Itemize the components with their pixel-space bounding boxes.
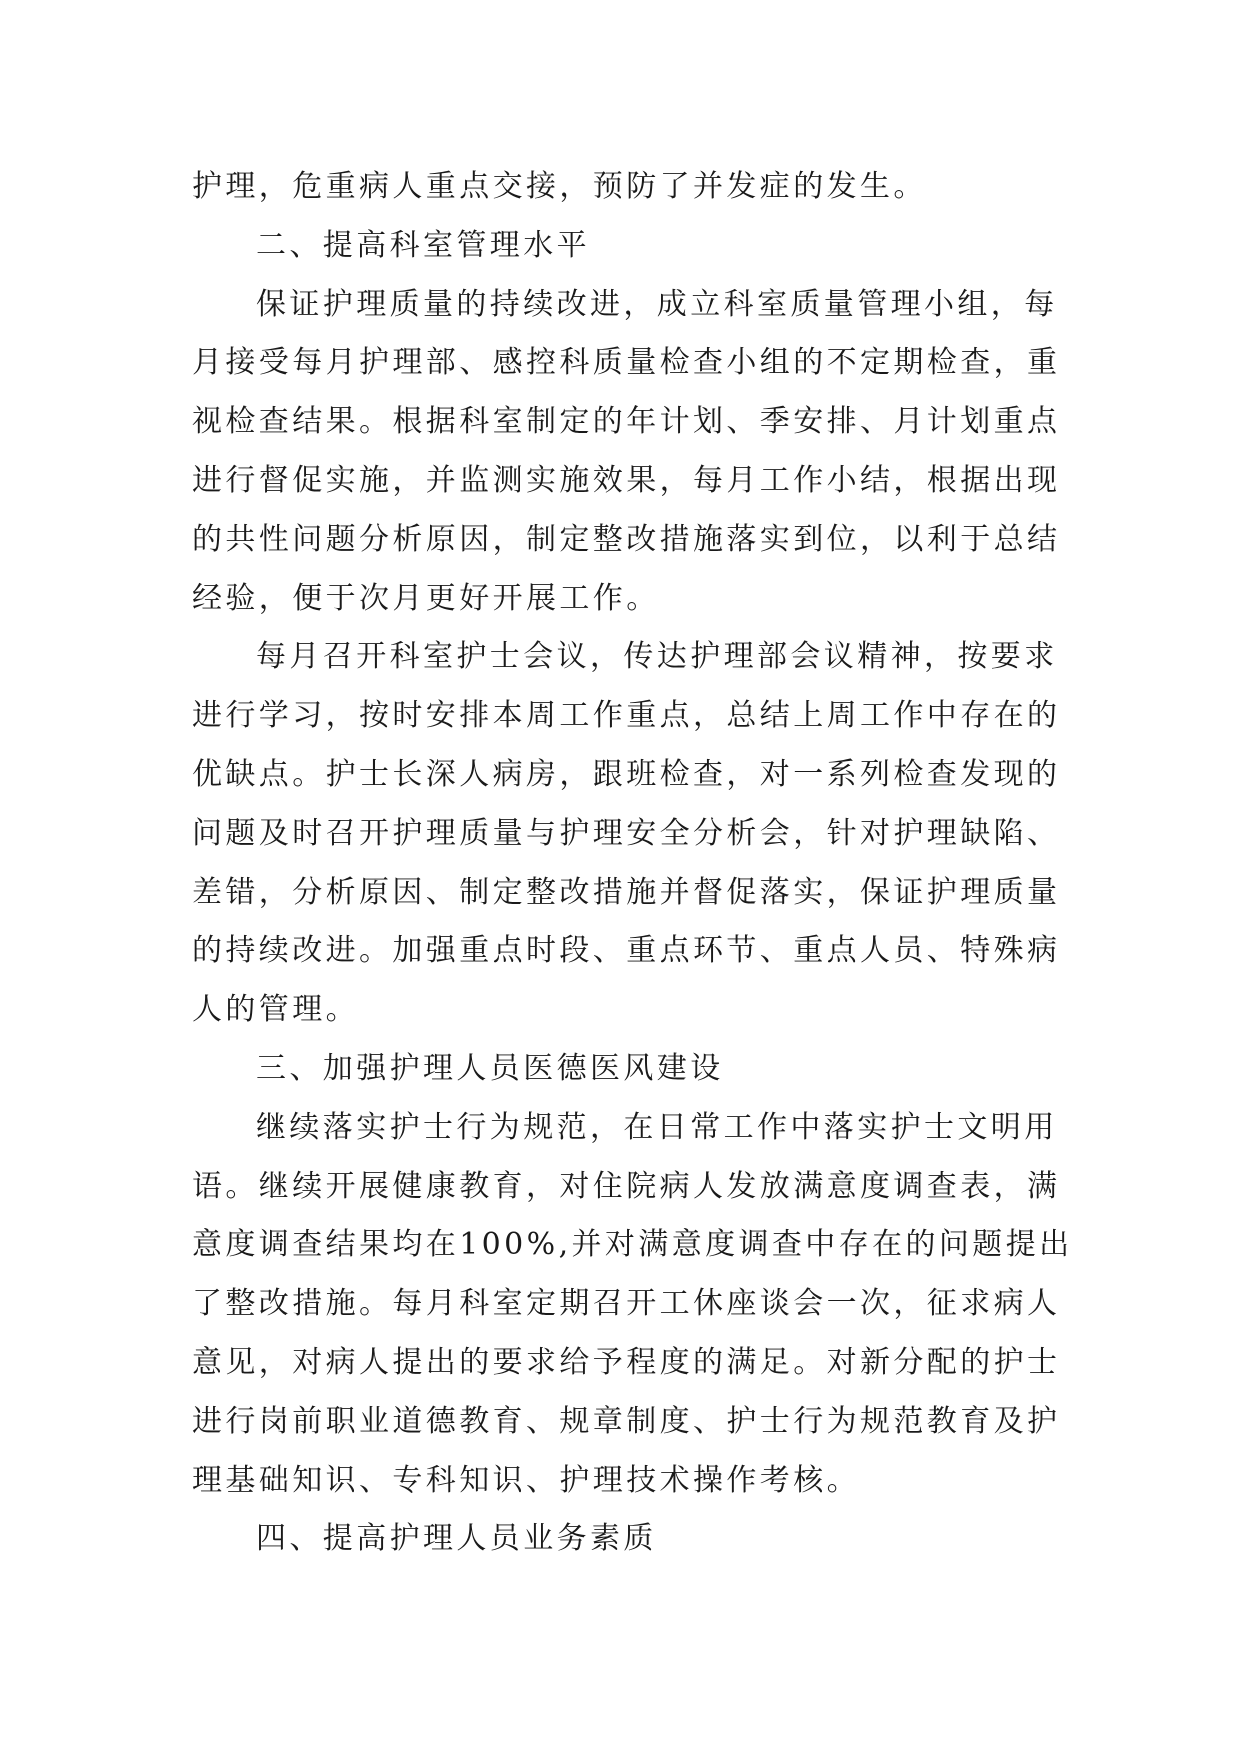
text-line: 问题及时召开护理质量与护理安全分析会，针对护理缺陷、 <box>192 815 1061 851</box>
text-line: 意度调查结果均在100%,并对满意度调查中存在的问题提出 <box>192 1227 1073 1263</box>
text-line: 的持续改进。加强重点时段、重点环节、重点人员、特殊病 <box>192 933 1061 969</box>
text-line: 继续落实护士行为规范，在日常工作中落实护士文明用 <box>256 1109 1058 1145</box>
text-line: 视检查结果。根据科室制定的年计划、季安排、月计划重点 <box>192 404 1061 440</box>
text-line: 每月召开科室护士会议，传达护理部会议精神，按要求 <box>256 639 1058 675</box>
text-line: 理基础知识、专科知识、护理技术操作考核。 <box>192 1462 860 1498</box>
text-line: 进行督促实施，并监测实施效果，每月工作小结，根据出现 <box>192 462 1061 498</box>
section-heading: 四、提高护理人员业务素质 <box>256 1521 657 1557</box>
text-line: 语。继续开展健康教育，对住院病人发放满意度调查表，满 <box>192 1168 1061 1204</box>
section-heading: 二、提高科室管理水平 <box>256 227 590 263</box>
text-line: 进行学习，按时安排本周工作重点，总结上周工作中存在的 <box>192 698 1061 734</box>
document-body <box>192 158 1073 1569</box>
text-line: 意见，对病人提出的要求给予程度的满足。对新分配的护士 <box>192 1344 1061 1380</box>
text-line: 了整改措施。每月科室定期召开工休座谈会一次，征求病人 <box>192 1286 1061 1322</box>
text-line: 差错，分析原因、制定整改措施并督促落实，保证护理质量 <box>192 874 1061 910</box>
text-line: 月接受每月护理部、感控科质量检查小组的不定期检查，重 <box>192 345 1061 381</box>
text-line: 的共性问题分析原因，制定整改措施落实到位，以利于总结 <box>192 521 1061 557</box>
text-line: 护理，危重病人重点交接，预防了并发症的发生。 <box>192 169 927 204</box>
text-line: 优缺点。护士长深人病房，跟班检查，对一系列检查发现的 <box>192 756 1061 792</box>
text-line: 保证护理质量的持续改进，成立科室质量管理小组，每 <box>256 286 1058 322</box>
text-line: 人的管理。 <box>192 992 359 1028</box>
text-line: 进行岗前职业道德教育、规章制度、护士行为规范教育及护 <box>192 1403 1061 1439</box>
section-heading: 三、加强护理人员医德医风建设 <box>256 1050 724 1086</box>
text-line: 经验，便于次月更好开展工作。 <box>192 580 660 616</box>
